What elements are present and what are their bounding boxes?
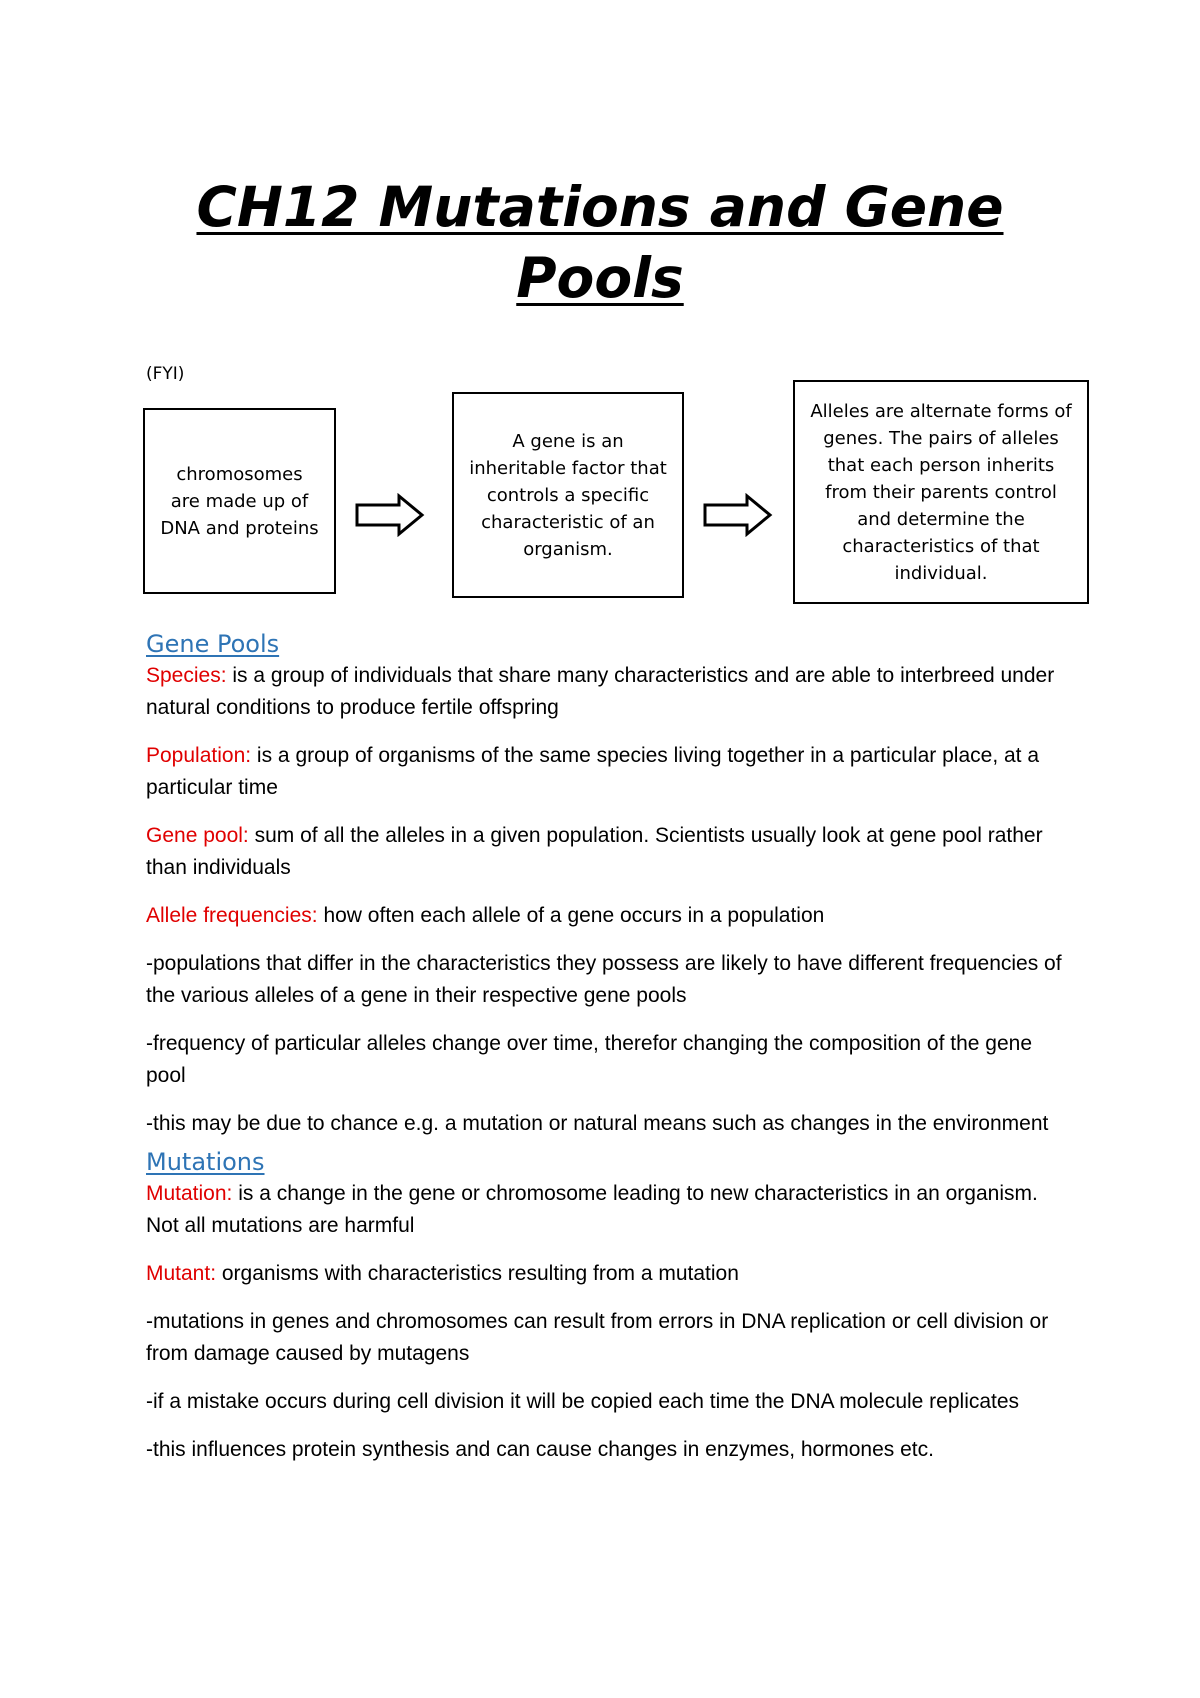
mutant-term: Mutant: xyxy=(146,1262,217,1285)
species-definition xyxy=(146,660,1076,724)
fyi-label: (FYI) xyxy=(146,364,185,384)
mutation-note-1: -mutations in genes and chromosomes can result from errors in DNA replication or cell division or from damage caused by mutagens xyxy=(146,1310,1049,1365)
alleles-box-text: Alleles are alternate forms of genes. The pairs of alleles that each person inherits from their parents control and determine the characteristics of that individual. xyxy=(810,400,1072,584)
mutation-term: Mutation: xyxy=(146,1182,233,1205)
mutant-definition xyxy=(146,1258,1076,1290)
mutation-definition xyxy=(146,1178,1076,1242)
species-term: Species: xyxy=(146,664,227,687)
mutation-note-3: -this influences protein synthesis and can cause changes in enzymes, hormones etc. xyxy=(146,1438,934,1461)
gene-box xyxy=(452,392,684,598)
alleles-box xyxy=(793,380,1089,604)
notes-content xyxy=(146,628,1076,1482)
gene-pools-heading: Gene Pools xyxy=(146,630,280,658)
mutation-note-2: -if a mistake occurs during cell division it will be copied each time the DNA molecule replicates xyxy=(146,1390,1020,1413)
mutant-text: organisms with characteristics resulting from a mutation xyxy=(216,1262,739,1285)
allele-frequencies-definition xyxy=(146,900,1076,932)
chromosome-box-text: chromosomes are made up of DNA and proteins xyxy=(160,463,319,539)
population-definition xyxy=(146,740,1076,804)
allele-frequencies-text: how often each allele of a gene occurs in a population xyxy=(317,904,825,927)
page-title xyxy=(130,172,1070,314)
species-text: is a group of individuals that share many characteristics and are able to interbreed under natural conditions to produce fertile offspring xyxy=(146,664,1055,719)
gene-pool-note-1: -populations that differ in the characteristics they possess are likely to have different frequencies of the various alleles of a gene in their respective gene pools xyxy=(146,952,1062,1007)
right-arrow-icon xyxy=(703,493,773,537)
gene-pool-text: sum of all the alleles in a given population. Scientists usually look at gene pool rather than individuals xyxy=(146,824,1043,879)
mutation-text: is a change in the gene or chromosome leading to new characteristics in an organism. Not all mutations are harmful xyxy=(146,1182,1038,1237)
population-term: Population: xyxy=(146,744,252,767)
title-text: CH12 Mutations and Gene Pools xyxy=(196,175,1004,310)
gene-pool-note-3: -this may be due to chance e.g. a mutation or natural means such as changes in the environment xyxy=(146,1112,1049,1135)
allele-frequencies-term: Allele frequencies: xyxy=(146,904,318,927)
right-arrow-icon xyxy=(355,493,425,537)
gene-pool-definition xyxy=(146,820,1076,884)
chromosome-box xyxy=(143,408,336,594)
population-text: is a group of organisms of the same species living together in a particular place, at a particular time xyxy=(146,744,1040,799)
gene-pool-note-2: -frequency of particular alleles change over time, therefor changing the composition of the gene pool xyxy=(146,1032,1033,1087)
mutations-heading: Mutations xyxy=(146,1148,265,1176)
gene-pool-term: Gene pool: xyxy=(146,824,249,847)
gene-box-text: A gene is an inheritable factor that controls a specific characteristic of an organism. xyxy=(469,430,667,560)
